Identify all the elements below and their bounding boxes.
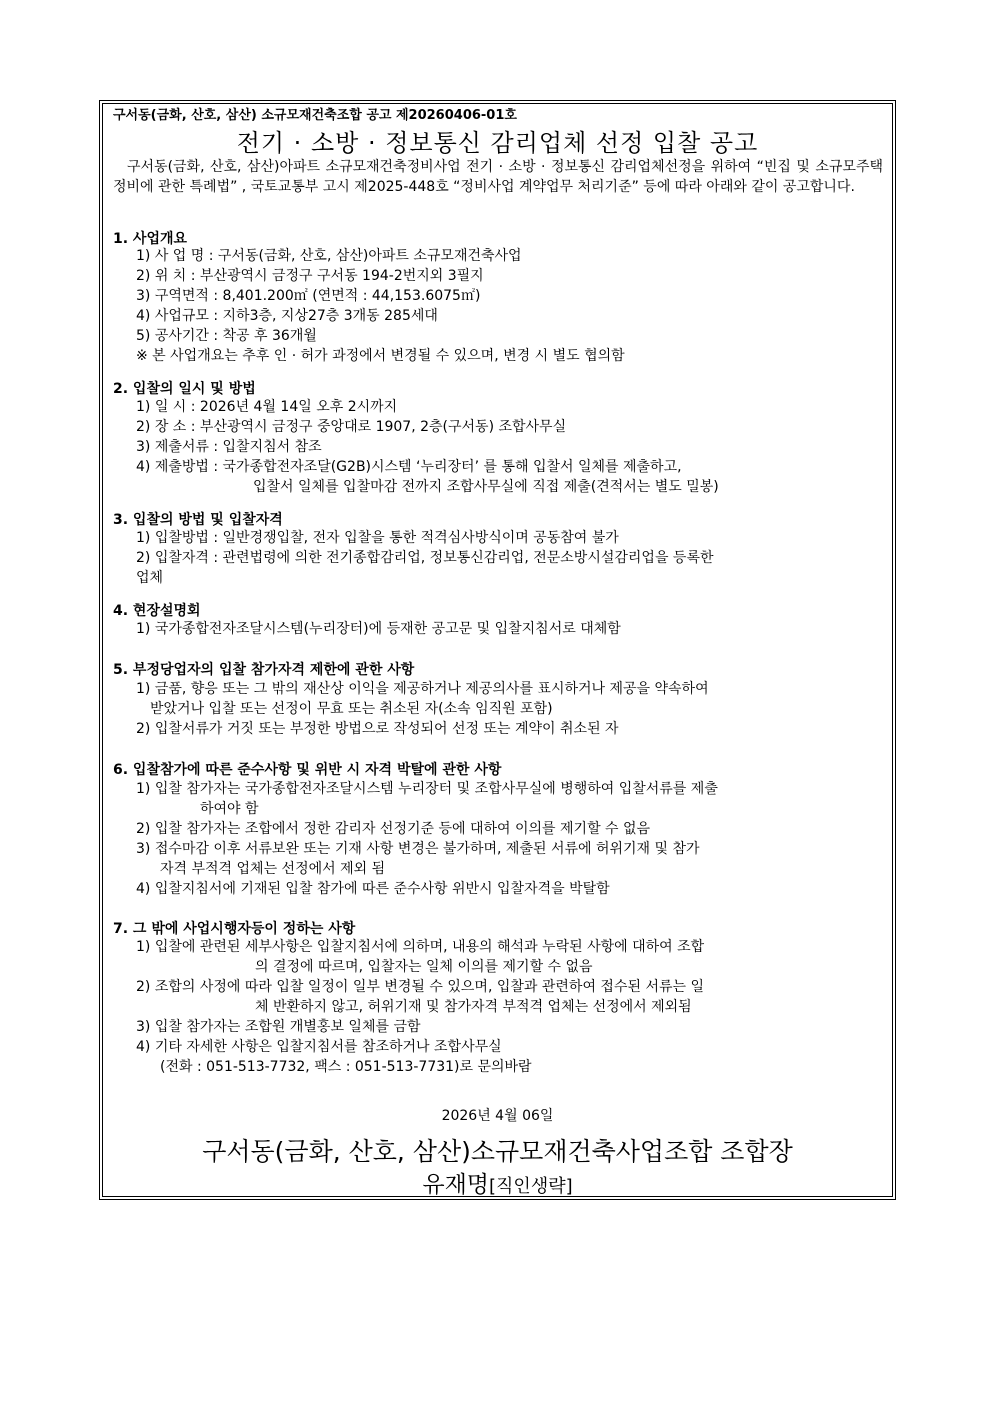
section-item-cont: 입찰서 일체를 입찰마감 전까지 조합사무실에 직접 제출(견적서는 별도 밀봉): [253, 479, 719, 495]
notice-date: 2026년 4월 06일: [441, 1108, 554, 1124]
signature-org: 구서동(금화, 산호, 삼산)소규모재건축사업조합 조합장: [202, 1137, 793, 1166]
section-title: 4. 현장설명회: [113, 603, 201, 619]
section-item: 3) 접수마감 이후 서류보완 또는 기재 사항 변경은 불가하며, 제출된 서류에 허위기재 및 참가: [136, 841, 700, 857]
seal-omitted: [직인생략]: [489, 1176, 573, 1197]
section-item: 5) 공사기간 : 착공 후 36개월: [136, 328, 317, 344]
section-title: 2. 입찰의 일시 및 방법: [113, 381, 256, 397]
section-item: 1) 입찰에 관련된 세부사항은 입찰지침서에 의하며, 내용의 해석과 누락된 사항에 대하여 조합: [136, 939, 705, 955]
section-note: ※ 본 사업개요는 추후 인 · 허가 과정에서 변경될 수 있으며, 변경 시 별도 협의함: [136, 348, 625, 364]
section-item: 1) 사 업 명 : 구서동(금화, 산호, 삼산)아파트 소규모재건축사업: [136, 248, 522, 264]
section-item: 3) 구역면적 : 8,401.200㎡ (연면적 : 44,153.6075㎡): [136, 288, 481, 304]
section-item: 4) 제출방법 : 국가종합전자조달(G2B)시스템 ‘누리장터’ 를 통해 입찰서 일체를 제출하고,: [136, 459, 682, 475]
section-title: 7. 그 밖에 사업시행자등이 정하는 사항: [113, 921, 356, 937]
section-item: 2) 조합의 사정에 따라 입찰 일정이 일부 변경될 수 있으며, 입찰과 관련하여 접수된 서류는 일: [136, 979, 704, 995]
intro-paragraph: 구서동(금화, 산호, 삼산)아파트 소규모재건축정비사업 전기 · 소방 · 정보통신 감리업체선정을 위하여 “빈집 및 소규모주택 정비에 관한 특례법” , 국토교통부 고시 제2025-448호 “정비사업 계약업무 처리기준” 등에 따라 아래와 같이 공고합니다.: [113, 159, 883, 195]
section-item: 4) 기타 자세한 사항은 입찰지침서를 참조하거나 조합사무실: [136, 1039, 502, 1055]
notice-title: 전기 · 소방 · 정보통신 감리업체 선정 입찰 공고: [236, 129, 759, 157]
section-item: 4) 입찰지침서에 기재된 입찰 참가에 따른 준수사항 위반시 입찰자격을 박탈함: [136, 881, 610, 897]
section-item: 1) 일 시 : 2026년 4월 14일 오후 2시까지: [136, 399, 398, 415]
section-title: 1. 사업개요: [113, 231, 188, 247]
signature-name: 유재명: [422, 1172, 490, 1198]
notice-number: 구서동(금화, 산호, 삼산) 소규모재건축조합 공고 제20260406-01호: [113, 108, 517, 123]
section-item: 4) 사업규모 : 지하3층, 지상27층 3개동 285세대: [136, 308, 438, 324]
section-item: 1) 입찰 참가자는 국가종합전자조달시스템 누리장터 및 조합사무실에 병행하여 입찰서류를 제출: [136, 781, 718, 797]
section-item-cont: 받았거나 입찰 또는 선정이 무효 또는 취소된 자(소속 임직원 포함): [150, 701, 553, 717]
section-item-cont: 하여야 함: [200, 801, 259, 817]
section-item: 1) 금품, 향응 또는 그 밖의 재산상 이익을 제공하거나 제공의사를 표시하거나 제공을 약속하여: [136, 681, 709, 697]
section-item: 2) 입찰 참가자는 조합에서 정한 감리자 선정기준 등에 대하여 이의를 제기할 수 없음: [136, 821, 651, 837]
section-item-cont: 자격 부적격 업체는 선정에서 제외 됨: [160, 861, 386, 877]
section-title: 3. 입찰의 방법 및 입찰자격: [113, 512, 283, 528]
section-item: 3) 입찰 참가자는 조합원 개별홍보 일체를 금함: [136, 1019, 421, 1035]
section-item: 1) 입찰방법 : 일반경쟁입찰, 전자 입찰을 통한 적격심사방식이며 공동참여 불가: [136, 530, 619, 546]
section-item: 2) 입찰서류가 거짓 또는 부정한 방법으로 작성되어 선정 또는 계약이 취소된 자: [136, 721, 619, 737]
section-item: 2) 위 치 : 부산광역시 금정구 구서동 194-2번지외 3필지: [136, 268, 484, 284]
signature-line: [100, 1166, 895, 1199]
section-item-cont: 체 반환하지 않고, 허위기재 및 참가자격 부적격 업체는 선정에서 제외됨: [255, 999, 692, 1015]
section-item: 3) 제출서류 : 입찰지침서 참조: [136, 439, 322, 455]
section-item-cont: (전화 : 051-513-7732, 팩스 : 051-513-7731)로 문의바람: [160, 1059, 532, 1075]
section-item: 2) 입찰자격 : 관련법령에 의한 전기종합감리업, 정보통신감리업, 전문소방시설감리업을 등록한: [136, 550, 714, 566]
section-title: 5. 부정당업자의 입찰 참가자격 제한에 관한 사항: [113, 662, 415, 678]
section-item: 2) 장 소 : 부산광역시 금정구 중앙대로 1907, 2층(구서동) 조합사무실: [136, 419, 567, 435]
section-title: 6. 입찰참가에 따른 준수사항 및 위반 시 자격 박탈에 관한 사항: [113, 762, 502, 778]
section-item: 1) 국가종합전자조달시스템(누리장터)에 등재한 공고문 및 입찰지침서로 대체함: [136, 621, 621, 637]
section-item-cont: 의 결정에 따르며, 입찰자는 일체 이의를 제기할 수 없음: [255, 959, 593, 975]
section-item-cont: 업체: [136, 570, 164, 586]
